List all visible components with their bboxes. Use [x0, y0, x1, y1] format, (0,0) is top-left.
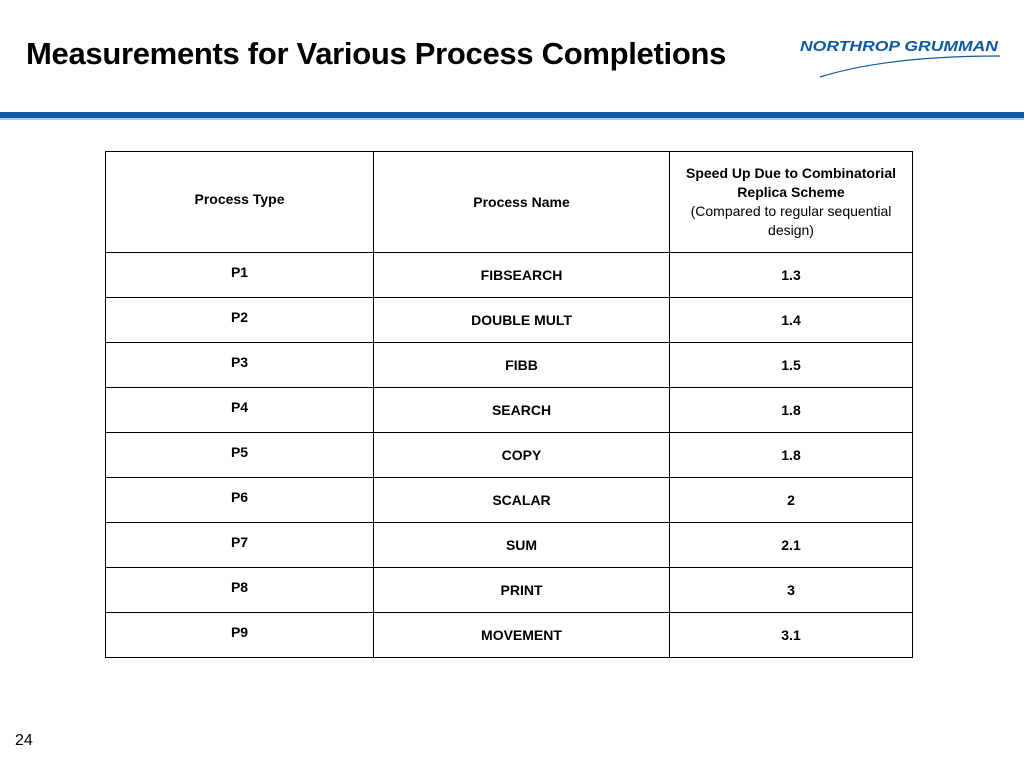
- cell-process-type-label: P6: [230, 489, 249, 505]
- cell-process-type-label: P7: [230, 534, 249, 550]
- header-speed-up-title: Speed Up Due to Combinatorial Replica Scheme: [685, 165, 896, 200]
- northrop-grumman-logo: [798, 34, 1004, 84]
- table-row: [106, 568, 913, 613]
- cell-process-type-label: P9: [230, 624, 249, 640]
- cell-process-type: [106, 388, 374, 433]
- table-row: [106, 343, 913, 388]
- header-speed-up-note: (Compared to regular sequential design): [690, 203, 892, 238]
- cell-process-name: FIBB: [374, 343, 670, 388]
- cell-process-type: [106, 298, 374, 343]
- cell-process-name: MOVEMENT: [374, 613, 670, 658]
- cell-process-type: [106, 478, 374, 523]
- table-row: [106, 388, 913, 433]
- cell-process-type: [106, 433, 374, 478]
- cell-speed-up: 1.8: [670, 388, 913, 433]
- cell-process-type: [106, 253, 374, 298]
- page-number: 24: [15, 732, 33, 749]
- cell-speed-up: 1.3: [670, 253, 913, 298]
- cell-speed-up: 2.1: [670, 523, 913, 568]
- cell-process-name: COPY: [374, 433, 670, 478]
- header-speed-up: [670, 152, 913, 253]
- cell-speed-up: 3: [670, 568, 913, 613]
- cell-process-name: DOUBLE MULT: [374, 298, 670, 343]
- cell-process-type: [106, 613, 374, 658]
- cell-process-type-label: P5: [230, 444, 249, 460]
- cell-process-name: PRINT: [374, 568, 670, 613]
- logo-swoosh: [820, 56, 1000, 77]
- slide-title: Measurements for Various Process Completions: [26, 36, 727, 71]
- cell-process-type-label: P3: [230, 354, 249, 370]
- header-process-type-label: Process Type: [194, 191, 285, 207]
- cell-speed-up: 1.5: [670, 343, 913, 388]
- table-row: [106, 298, 913, 343]
- cell-speed-up: 1.4: [670, 298, 913, 343]
- cell-process-name: SUM: [374, 523, 670, 568]
- header-process-name: Process Name: [374, 152, 670, 253]
- table-header-row: [106, 152, 913, 253]
- cell-process-name: SEARCH: [374, 388, 670, 433]
- measurements-table: [105, 151, 913, 658]
- cell-process-name: SCALAR: [374, 478, 670, 523]
- cell-process-name: FIBSEARCH: [374, 253, 670, 298]
- header-process-type: [106, 152, 374, 253]
- cell-speed-up: 2: [670, 478, 913, 523]
- cell-speed-up: 3.1: [670, 613, 913, 658]
- cell-process-type: [106, 523, 374, 568]
- cell-process-type-label: P4: [230, 399, 249, 415]
- table-row: [106, 613, 913, 658]
- logo-wordmark: NORTHROP GRUMMAN: [800, 38, 1000, 55]
- table-row: [106, 253, 913, 298]
- table-row: [106, 523, 913, 568]
- title-rule-shadow: [0, 118, 1024, 120]
- cell-speed-up: 1.8: [670, 433, 913, 478]
- table-row: [106, 478, 913, 523]
- cell-process-type: [106, 568, 374, 613]
- cell-process-type-label: P8: [230, 579, 249, 595]
- cell-process-type-label: P2: [230, 309, 249, 325]
- cell-process-type: [106, 343, 374, 388]
- cell-process-type-label: P1: [230, 264, 249, 280]
- table-row: [106, 433, 913, 478]
